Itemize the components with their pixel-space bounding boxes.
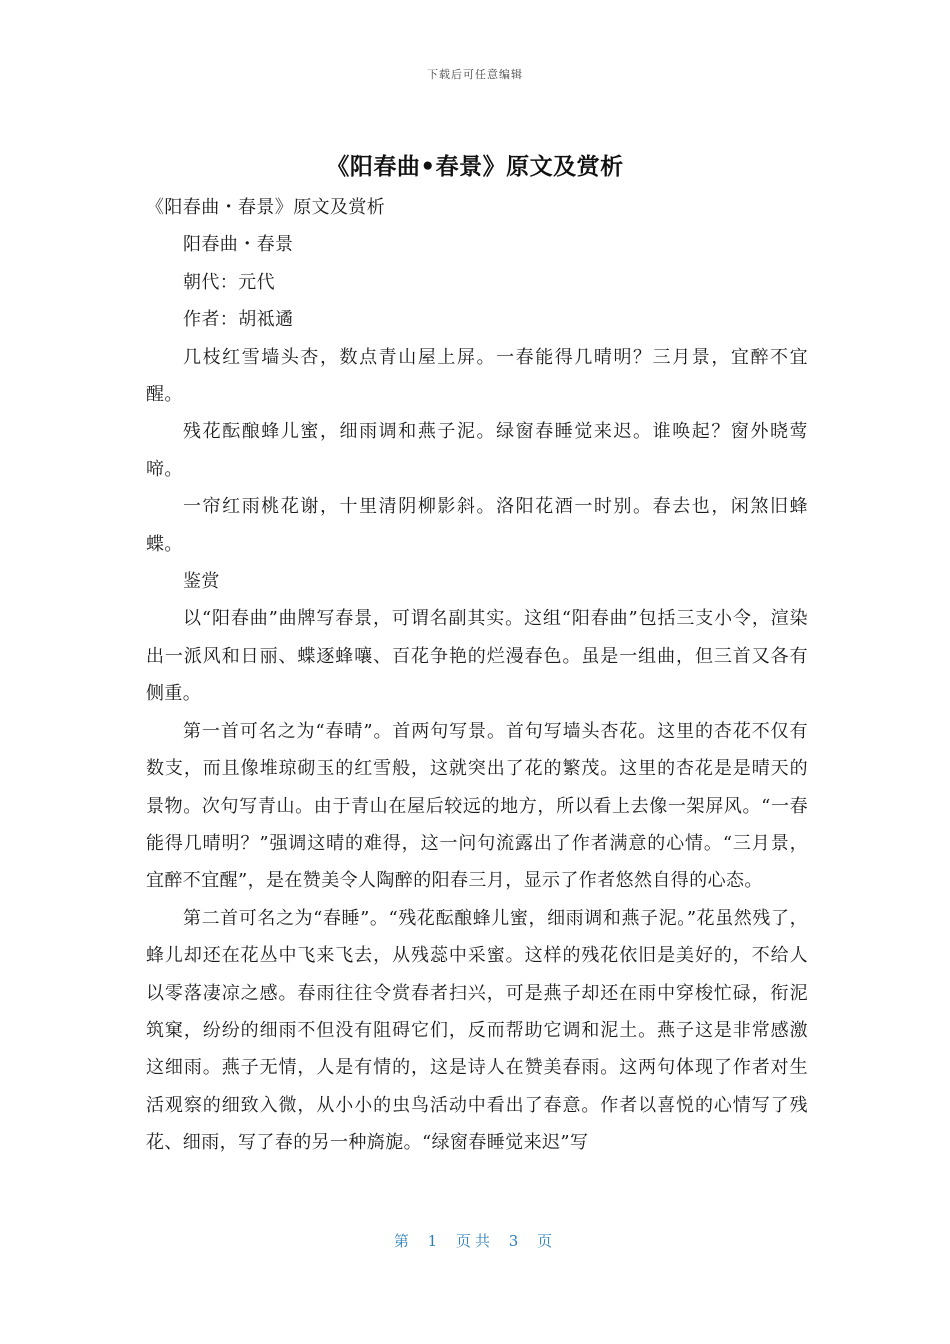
appreciation-heading: 鉴赏 <box>183 571 220 593</box>
document-body <box>146 189 808 1162</box>
appreciation-paragraph-2: 第一首可名之为“春晴”。首两句写景。首句写墙头杏花。这里的杏花不仅有数支，而且像堆琼砌玉的红雪般，这就突出了花的繁茂。这里的杏花是是晴天的景物。次句写青山。由于青山在屋后较远的地方，所以看上去像一架屏风。“一春能得几晴明？”强调这晴的难得，这一问句流露出了作者满意的心情。“三月景，宜醉不宜醒”，是在赞美令人陶醉的阳春三月，显示了作者悠然自得的心态。 <box>146 720 808 892</box>
dynasty-line: 朝代：元代 <box>183 271 275 293</box>
appreciation-paragraph-1: 以“阳春曲”曲牌写春景，可谓名副其实。这组“阳春曲”包括三支小令，渲染出一派风和日丽、蝶逐蜂嚷、百花争艳的烂漫春色。虽是一组曲，但三首又各有侧重。 <box>146 608 808 705</box>
page-number: 第 1 页共 3 页 <box>393 1232 557 1250</box>
header-note: 下载后可任意编辑 <box>427 68 523 81</box>
poem-stanza-1: 几枝红雪墙头杏，数点青山屋上屏。一春能得几晴明？三月景，宜醉不宜醒。 <box>146 346 808 406</box>
author-line: 作者：胡祗遹 <box>183 309 294 331</box>
poem-title: 阳春曲・春景 <box>183 234 294 256</box>
appreciation-paragraph-3: 第二首可名之为“春睡”。“残花酝酿蜂儿蜜，细雨调和燕子泥。”花虽然残了，蜂儿却还在花丛中飞来飞去，从残蕊中采蜜。这样的残花依旧是美好的，不给人以零落凄凉之感。春雨往往令赏春者扫兴，可是燕子却还在雨中穿梭忙碌，衔泥筑窠，纷纷的细雨不但没有阻碍它们，反而帮助它调和泥土。燕子这是非常感激这细雨。燕子无情，人是有情的，这是诗人在赞美春雨。这两句体现了作者对生活观察的细致入微，从小小的虫鸟活动中看出了春意。作者以喜悦的心情写了残花、细雨，写了春的另一种旖旎。“绿窗春睡觉来迟”写 <box>146 907 808 1154</box>
document-title: 《阳春曲•春景》原文及赏析 <box>326 154 624 180</box>
subtitle-paragraph: 《阳春曲・春景》原文及赏析 <box>146 197 386 218</box>
poem-stanza-3: 一帘红雨桃花谢，十里清阴柳影斜。洛阳花酒一时别。春去也，闲煞旧蜂蝶。 <box>146 496 808 555</box>
poem-stanza-2: 残花酝酿蜂儿蜜，细雨调和燕子泥。绿窗春睡觉来迟。谁唤起？窗外晓莺啼。 <box>146 421 808 480</box>
